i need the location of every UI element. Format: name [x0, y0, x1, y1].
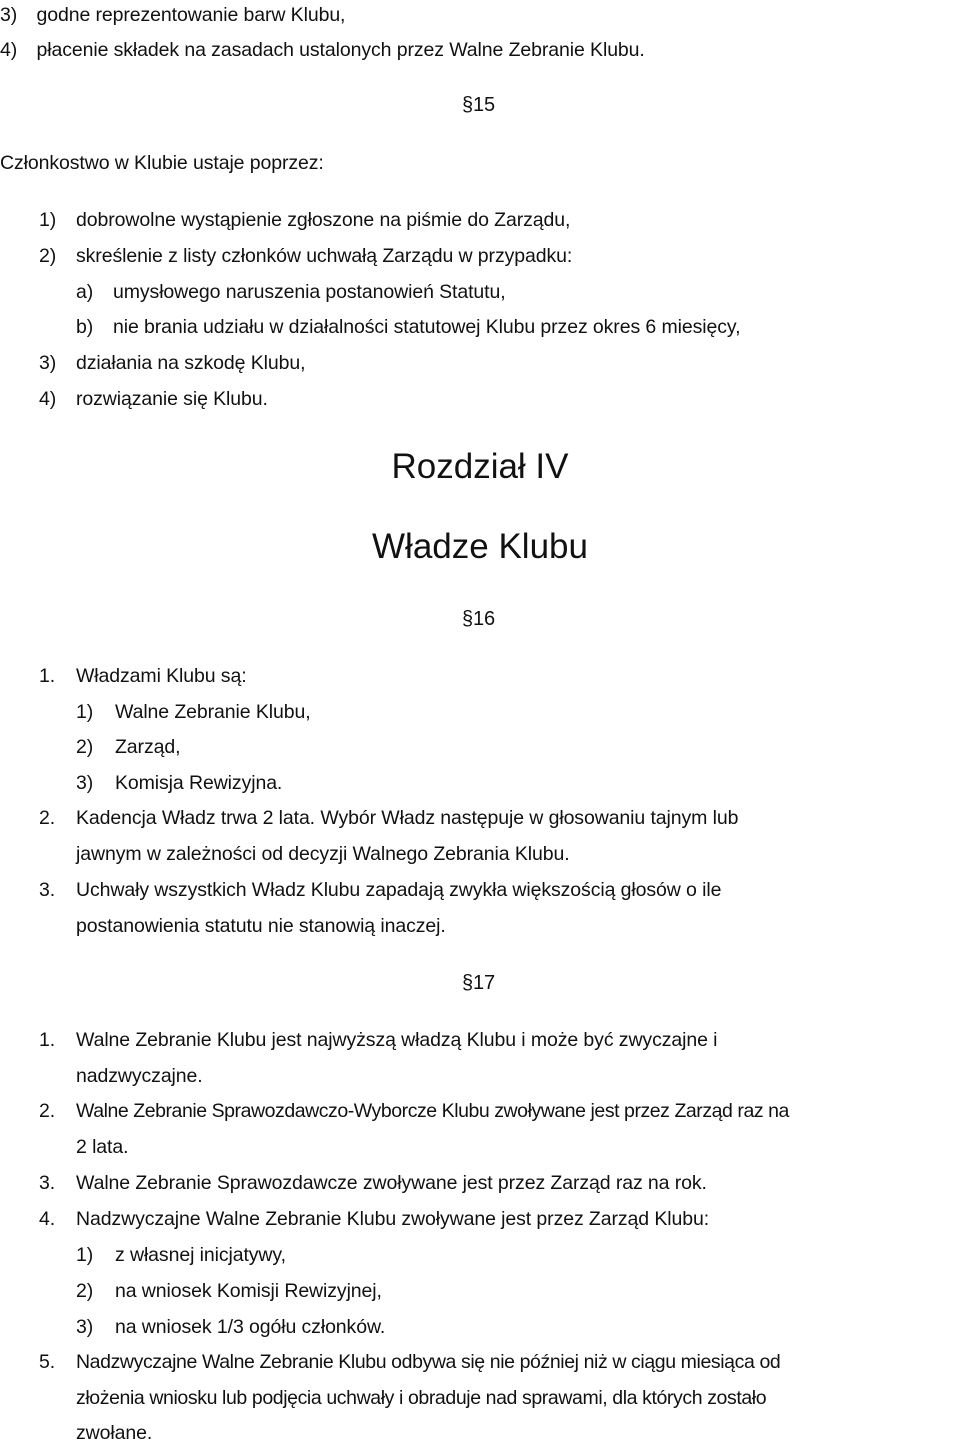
list-number: 1.: [39, 665, 56, 687]
list-text: skreślenie z listy członków uchwałą Zarządu w przypadku:: [76, 245, 573, 267]
list-item: [0, 3, 345, 27]
list-text: dobrowolne wystąpienie zgłoszone na piśmie do Zarządu,: [76, 209, 571, 231]
list-number: 5.: [39, 1351, 56, 1373]
list-item: [39, 351, 305, 375]
list-number: 2.: [39, 1100, 56, 1122]
list-number: 4): [39, 388, 57, 410]
list-item: [0, 38, 645, 62]
list-number: 3): [0, 4, 18, 26]
list-number: 2): [76, 736, 94, 758]
list-text: Komisja Rewizyjna.: [115, 772, 283, 794]
list-text: umysłowego naruszenia postanowień Statutu,: [113, 281, 506, 303]
list-number: b): [76, 316, 94, 338]
list-number: 2.: [39, 807, 56, 829]
list-item: [76, 1279, 382, 1303]
list-text: na wniosek 1/3 ogółu członków.: [115, 1316, 386, 1338]
list-text: Kadencja Władz trwa 2 lata. Wybór Władz następuje w głosowaniu tajnym lub: [76, 807, 739, 829]
list-text: Uchwały wszystkich Władz Klubu zapadają zwykła większością głosów o ile: [76, 879, 722, 901]
list-text: Walne Zebranie Sprawozdawcze zwoływane jest przez Zarząd raz na rok.: [76, 1172, 707, 1194]
list-number: 3): [76, 1316, 94, 1338]
list-item: [39, 1350, 780, 1374]
list-item: [39, 1171, 707, 1195]
section-heading: §17: [462, 972, 496, 994]
list-text: Walne Zebranie Sprawozdawczo-Wyborcze Klubu zwoływane jest przez Zarząd raz na: [76, 1100, 789, 1122]
list-item: [76, 700, 311, 724]
list-item: [76, 771, 282, 795]
list-item: [39, 1207, 709, 1231]
list-text: Nadzwyczajne Walne Zebranie Klubu zwoływane jest przez Zarząd Klubu:: [76, 1208, 710, 1230]
list-number: 4): [0, 39, 18, 61]
list-item: [76, 1315, 385, 1339]
list-item: [39, 208, 570, 232]
list-text: działania na szkodę Klubu,: [76, 352, 306, 374]
list-item: [39, 878, 721, 902]
list-text: Nadzwyczajne Walne Zebranie Klubu odbywa się nie później niż w ciągu miesiąca od: [76, 1351, 781, 1373]
list-number: 2): [76, 1280, 94, 1302]
list-item: [39, 1099, 789, 1123]
list-text: Zarząd,: [115, 736, 181, 758]
list-item: [76, 1243, 286, 1267]
list-text: Walne Zebranie Klubu,: [115, 701, 311, 723]
list-item-continuation: 2 lata.: [76, 1136, 129, 1158]
list-text: Władzami Klubu są:: [76, 665, 247, 687]
paragraph: Członkostwo w Klubie ustaje poprzez:: [0, 152, 324, 174]
list-item: [39, 664, 247, 688]
list-number: 1): [76, 701, 94, 723]
list-item-continuation: nadzwyczajne.: [76, 1065, 203, 1087]
section-heading: §15: [462, 94, 496, 116]
list-text: z własnej inicjatywy,: [115, 1244, 286, 1266]
list-text: płacenie składek na zasadach ustalonych przez Walne Zebranie Klubu.: [36, 39, 645, 61]
list-number: 3.: [39, 1172, 56, 1194]
list-text: rozwiązanie się Klubu.: [76, 388, 268, 410]
list-text: godne reprezentowanie barw Klubu,: [36, 4, 346, 26]
list-item: [39, 1028, 717, 1052]
list-item: [76, 280, 506, 304]
list-number: 1): [39, 209, 57, 231]
section-heading: §16: [462, 608, 496, 630]
list-item-continuation: jawnym w zależności od decyzji Walnego Zebrania Klubu.: [76, 843, 570, 865]
list-item: [39, 806, 738, 830]
list-text: nie brania udziału w działalności statutowej Klubu przez okres 6 miesięcy,: [113, 316, 741, 338]
list-number: 1.: [39, 1029, 56, 1051]
list-item-continuation: złożenia wniosku lub podjęcia uchwały i obraduje nad sprawami, dla których zostało: [76, 1387, 767, 1409]
list-item: [39, 387, 268, 411]
list-item: [76, 735, 180, 759]
list-number: 3): [39, 352, 57, 374]
list-number: 3.: [39, 879, 56, 901]
list-item: [39, 244, 572, 268]
list-text: Walne Zebranie Klubu jest najwyższą władzą Klubu i może być zwyczajne i: [76, 1029, 718, 1051]
chapter-subtitle: Władze Klubu: [372, 527, 588, 566]
list-number: 1): [76, 1244, 94, 1266]
list-number: 2): [39, 245, 57, 267]
list-item-continuation: postanowienia statutu nie stanowią inaczej.: [76, 915, 446, 937]
list-number: 4.: [39, 1208, 56, 1230]
list-text: na wniosek Komisji Rewizyjnej,: [115, 1280, 382, 1302]
list-number: a): [76, 281, 94, 303]
chapter-title: Rozdział IV: [391, 447, 569, 486]
list-item-continuation: zwołane.: [76, 1422, 153, 1444]
list-number: 3): [76, 772, 94, 794]
list-item: [76, 315, 740, 339]
